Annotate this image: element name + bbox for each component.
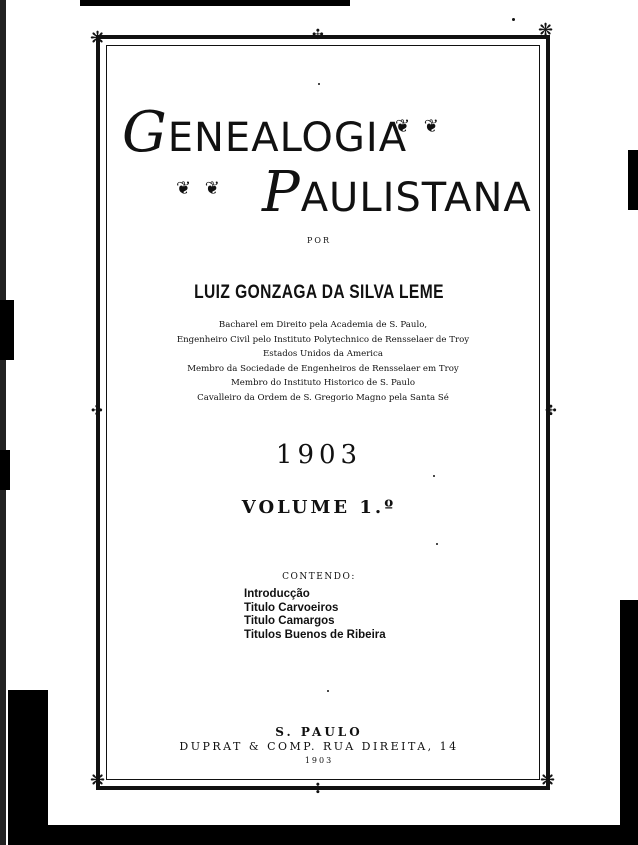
side-ornament-icon: ✣ [545,403,557,419]
imprint-year: 1903 [304,756,334,765]
contents-item: Introducção [244,588,310,600]
corner-ornament-icon: ❋ [90,770,106,791]
imprint-publisher: DUPRAT & COMP. RUA DIREITA, 14 [179,740,459,753]
contents-item: Titulo Camargos [244,615,335,627]
flourish-ornament-icon: ❦ ❦ [395,116,443,137]
scan-edge-left-blot [0,300,14,360]
credential-line: Cavalleiro da Ordem de S. Gregorio Magno pela Santa Sé [197,392,449,403]
scan-edge-bottom-left [8,690,48,845]
side-ornament-icon: ✣ [312,27,324,43]
corner-ornament-icon: ❋ [90,28,106,49]
title-line-2: PAULISTANA [262,160,532,225]
credential-line: Engenheiro Civil pelo Instituto Polytechnico de Rensselaer de Troy [176,334,470,345]
by-label: POR [307,236,331,245]
credential-line: Membro da Sociedade de Engenheiros de Rensselaer em Troy [187,363,459,374]
volume-label: VOLUME 1.º [241,497,397,518]
author-credentials [118,318,528,405]
imprint-city: S. PAULO [275,725,363,739]
credential-line: Bacharel em Direito pela Academia de S. Paulo, [218,320,428,330]
scan-speck [327,690,329,692]
scan-speck [433,475,435,477]
publication-year: 1903 [275,440,363,470]
flourish-ornament-icon: ❦ ❦ [176,178,224,199]
scan-edge-top [80,0,350,6]
scan-edge-right-bottom [620,600,638,845]
corner-ornament-icon: ❋ [538,20,554,41]
scan-edge-right [628,150,638,210]
scan-speck [436,543,438,545]
scan-edge-left [0,0,6,845]
contents-label: CONTENDO: [282,572,356,582]
contents-list [244,588,386,642]
credential-line: Membro do Instituto Historico de S. Paulo [230,378,416,388]
title-line-1: GENEALOGIA [122,100,408,165]
contents-item: Titulos Buenos de Ribeira [244,628,386,641]
side-ornament-icon: ✣ [91,403,103,419]
contents-item: Titulo Carvoeiros [244,601,339,614]
scan-speck [318,83,320,85]
side-ornament-icon: ✣ [312,781,324,797]
credential-line: Estados Unidos da America [262,349,383,359]
author-name: LUIZ GONZAGA DA SILVA LEME [194,282,444,303]
scan-edge-bottom [40,825,638,845]
corner-ornament-icon: ❋ [540,770,556,791]
scan-speck [512,18,515,21]
